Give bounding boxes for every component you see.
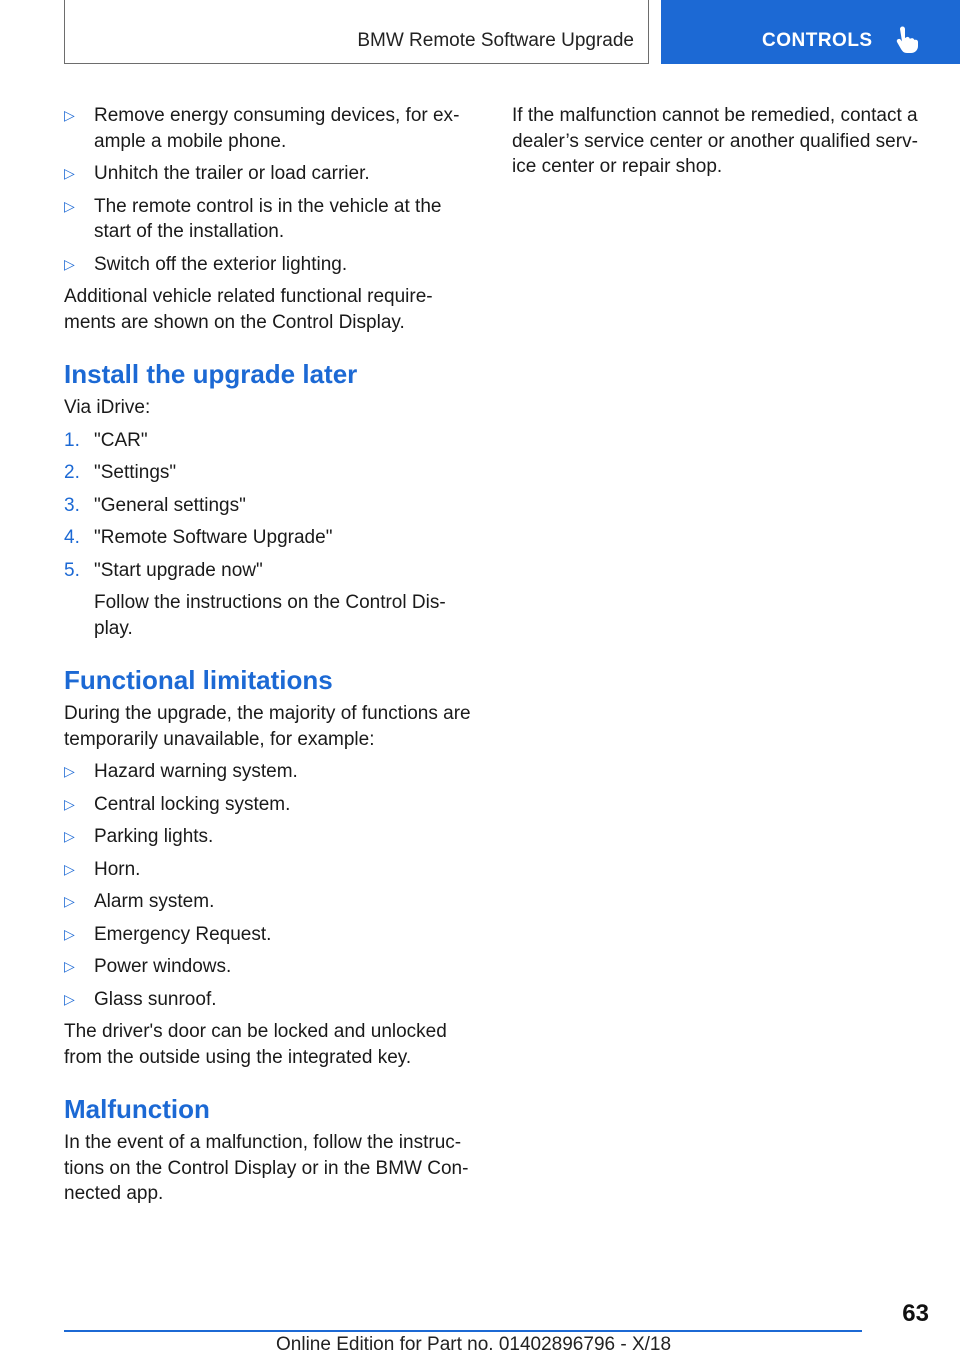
list-item: ▷ Central locking system. xyxy=(64,792,477,818)
triangle-bullet-icon: ▷ xyxy=(64,107,75,123)
triangle-bullet-icon: ▷ xyxy=(64,893,75,909)
triangle-bullet-icon: ▷ xyxy=(64,860,75,877)
left-column xyxy=(64,103,477,1214)
right-column xyxy=(512,103,927,187)
step-item: 3. "General settings" xyxy=(64,494,246,516)
step-item: 2. "Settings" xyxy=(64,462,177,483)
follow-instructions-text: Follow the instructions on the Control Display. xyxy=(94,592,446,639)
section-title: BMW Remote Software Upgrade xyxy=(357,30,634,51)
malfunction-heading: Malfunction xyxy=(64,1094,210,1124)
list-item: ▷ Hazard warning system. xyxy=(64,759,477,785)
list-item: ▷ Parking lights. xyxy=(64,824,477,850)
pointing-hand-icon xyxy=(894,26,920,54)
list-item: ▷ The remote control is in the vehicle at the start of the installation. xyxy=(64,195,442,242)
list-item: ▷ Emergency Request. xyxy=(64,922,477,948)
triangle-bullet-icon: ▷ xyxy=(64,925,75,942)
triangle-bullet-icon: ▷ xyxy=(64,958,75,974)
list-item: ▷ Glass sunroof. xyxy=(64,987,477,1013)
install-later-heading: Install the upgrade later xyxy=(64,359,358,389)
step-item: 1. "CAR" xyxy=(64,429,148,451)
chapter-tab[interactable] xyxy=(661,0,960,64)
page-number: 63 xyxy=(902,1300,929,1327)
triangle-bullet-icon: ▷ xyxy=(64,197,75,214)
malfunction-text: In the event of a malfunction, follow the instructions on the Control Display or in the BMW Connected app. xyxy=(64,1132,469,1204)
triangle-bullet-icon: ▷ xyxy=(64,828,75,844)
triangle-bullet-icon: ▷ xyxy=(64,255,75,272)
chapter-label: CONTROLS xyxy=(762,30,873,51)
limitations-intro: During the upgrade, the majority of functions are temporarily unavailable, for example: xyxy=(64,703,471,750)
install-intro: Via iDrive: xyxy=(64,397,151,418)
footer-edition: Online Edition for Part no. 01402896796 - X/18 xyxy=(276,1334,672,1355)
list-item: ▷ Alarm system. xyxy=(64,889,477,915)
functional-limitations-heading: Functional limitations xyxy=(64,665,333,695)
triangle-bullet-icon: ▷ xyxy=(64,763,75,779)
triangle-bullet-icon: ▷ xyxy=(64,165,75,181)
footer-divider xyxy=(64,1330,862,1332)
step-item: 4. "Remote Software Upgrade" xyxy=(64,527,333,548)
list-item: ▷ Switch off the exterior lighting. xyxy=(64,252,477,278)
list-item: ▷ Remove energy consuming devices, for example a mobile phone. xyxy=(64,105,460,152)
list-item: ▷ Power windows. xyxy=(64,954,477,980)
list-item: ▷ Horn. xyxy=(64,857,477,883)
drivers-door-note: The driver's door can be locked and unlocked from the outside using the integrated key. xyxy=(64,1021,447,1068)
additional-requirements-text: Additional vehicle related functional requirements are shown on the Control Display. xyxy=(64,286,433,333)
triangle-bullet-icon: ▷ xyxy=(64,795,75,812)
contact-service-text: If the malfunction cannot be remedied, contact a dealer’s service center or another qualified service center or repair shop. xyxy=(512,105,918,177)
step-item: 5. "Start upgrade now" xyxy=(64,559,263,581)
list-item: ▷ Unhitch the trailer or load carrier. xyxy=(64,161,477,187)
header-section-box xyxy=(64,0,649,64)
triangle-bullet-icon: ▷ xyxy=(64,990,75,1007)
